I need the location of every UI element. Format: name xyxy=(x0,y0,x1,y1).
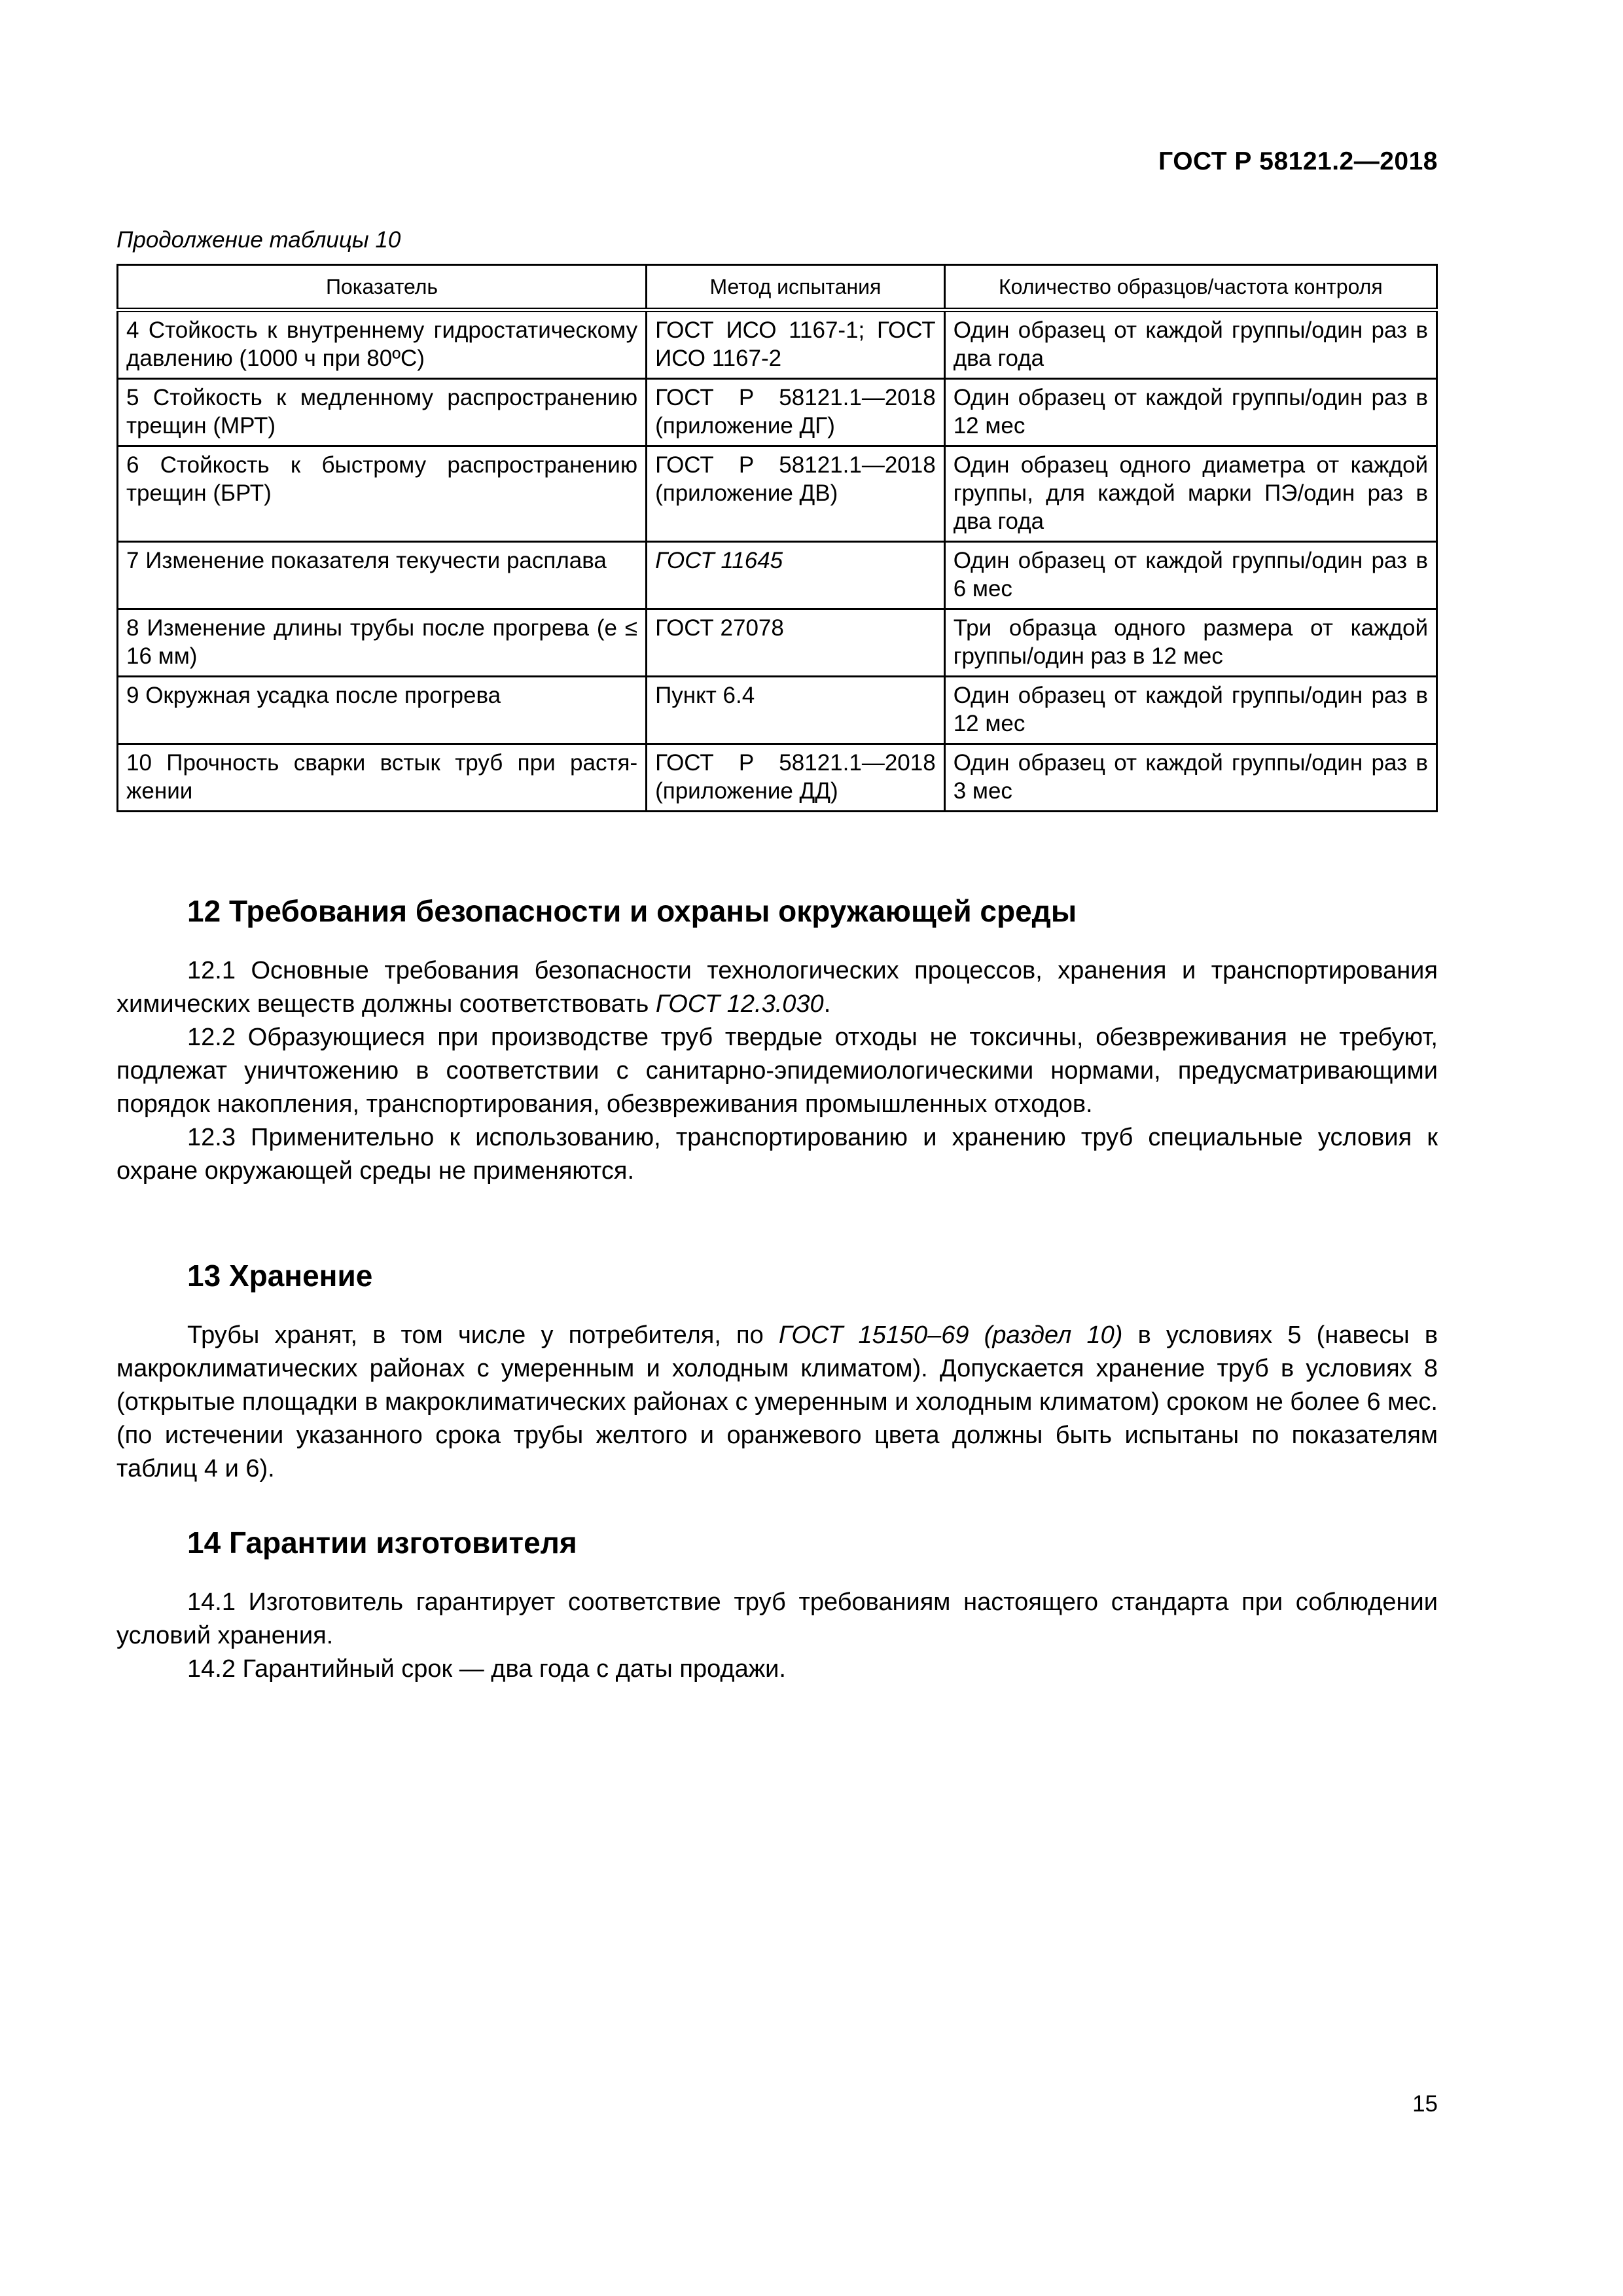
paragraph-12-1: 12.1 Основные требования безопасности технологических процессов, хранения и транспортирования химических веществ должны соответствовать ГОСТ 12.3.030. xyxy=(116,957,1438,1018)
cell-frequency: Один образец от каждой группы/один раз в два года xyxy=(944,310,1436,379)
paragraph-14-2: 14.2 Гарантийный срок — два года с даты продажи. xyxy=(187,1655,786,1683)
cell-method: Пункт 6.4 xyxy=(647,677,945,744)
cell-indicator: 10 Прочность сварки встык труб при растяжении xyxy=(118,744,647,812)
table-row xyxy=(118,677,1437,744)
cell-method: ГОСТ 11645 xyxy=(647,542,945,609)
section-13-body xyxy=(116,1319,1438,1486)
cell-indicator: 9 Окружная усадка после прогрева xyxy=(118,677,647,744)
cell-frequency: Один образец от каждой группы/один раз в 6 мес xyxy=(944,542,1436,609)
section-14-heading: 14 Гарантии изготовителя xyxy=(187,1526,577,1560)
cell-indicator: 8 Изменение длины трубы после прогрева (е ≤ 16 мм) xyxy=(118,609,647,677)
cell-method: ГОСТ Р 58121.1—2018 (приложение ДД) xyxy=(647,744,945,812)
table-row xyxy=(118,310,1437,379)
document-code: ГОСТ Р 58121.2—2018 xyxy=(1158,147,1438,175)
table-header-row xyxy=(118,265,1437,310)
cell-method: ГОСТ Р 58121.1—2018 (приложение ДГ) xyxy=(647,379,945,446)
cell-indicator: 4 Стойкость к внутреннему гидростатическому давлению (1000 ч при 80ºС) xyxy=(118,310,647,379)
standard-reference: ГОСТ 12.3.030 xyxy=(655,990,824,1018)
table-row xyxy=(118,744,1437,812)
section-12-heading: 12 Требования безопасности и охраны окружающей среды xyxy=(187,894,1077,928)
column-header-frequency: Количество образцов/частота контроля xyxy=(944,265,1436,310)
section-13-heading: 13 Хранение xyxy=(187,1259,373,1293)
paragraph-13: Трубы хранят, в том числе у потребителя, по ГОСТ 15150–69 (раздел 10) в условиях 5 (навесы в макроклиматических районах с умеренным и холодным климатом). Допускается хранение труб в условиях 8 (открытые площадки в макроклиматических районах с умеренным и холодным климатом) сроком не более 6 мес. (по истечении указанного срока трубы желтого и оранжевого цвета должны быть испытаны по показателям таблиц 4 и 6). xyxy=(116,1321,1438,1482)
table-caption: Продолжение таблицы 10 xyxy=(116,227,401,253)
page-number: 15 xyxy=(1412,2091,1438,2117)
paragraph-14-1: 14.1 Изготовитель гарантирует соответствие труб требованиям настоящего стандарта при соблюдении условий хранения. xyxy=(116,1588,1438,1649)
paragraph-12-2: 12.2 Образующиеся при производстве труб твердые отходы не токсичны, обезвреживания не требуют, подлежат уничтожению в соответствии с санитарно-эпидемиологическими нормами, предусматривающими порядок накопления, транспортирования, обезвреживания промышленных отходов. xyxy=(116,1024,1438,1118)
cell-method: ГОСТ Р 58121.1—2018 (приложение ДВ) xyxy=(647,446,945,542)
column-header-method: Метод испытания xyxy=(647,265,945,310)
table-row xyxy=(118,609,1437,677)
table-row xyxy=(118,542,1437,609)
cell-frequency: Три образца одного размера от каждой группы/один раз в 12 мес xyxy=(944,609,1436,677)
cell-indicator: 5 Стойкость к медленному распространению трещин (МРТ) xyxy=(118,379,647,446)
cell-frequency: Один образец от каждой группы/один раз в 3 мес xyxy=(944,744,1436,812)
inspection-table xyxy=(116,264,1438,812)
cell-indicator: 7 Изменение показателя текучести расплава xyxy=(118,542,647,609)
paragraph-12-3: 12.3 Применительно к использованию, транспортированию и хранению труб специальные условия к охране окружающей среды не применяются. xyxy=(116,1124,1438,1185)
table-row xyxy=(118,446,1437,542)
cell-method: ГОСТ ИСО 1167-1; ГОСТ ИСО 1167-2 xyxy=(647,310,945,379)
cell-frequency: Один образец от каждой группы/один раз в 12 мес xyxy=(944,379,1436,446)
section-12-body xyxy=(116,954,1438,1188)
cell-indicator: 6 Стойкость к быстрому распространению трещин (БРТ) xyxy=(118,446,647,542)
standard-reference: ГОСТ 15150–69 (раздел 10) xyxy=(778,1321,1123,1349)
cell-frequency: Один образец одного диаметра от каждой группы, для каждой марки ПЭ/один раз в два года xyxy=(944,446,1436,542)
table-row xyxy=(118,379,1437,446)
column-header-indicator: Показатель xyxy=(118,265,647,310)
section-14-body xyxy=(116,1586,1438,1686)
cell-method: ГОСТ 27078 xyxy=(647,609,945,677)
cell-frequency: Один образец от каждой группы/один раз в 12 мес xyxy=(944,677,1436,744)
